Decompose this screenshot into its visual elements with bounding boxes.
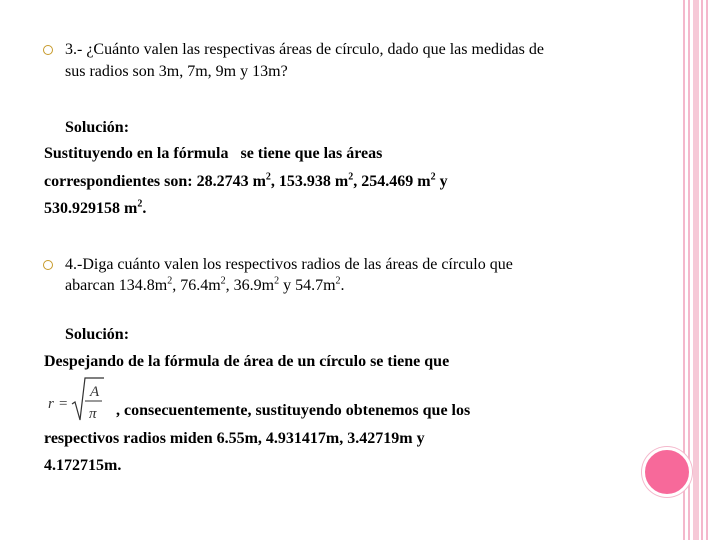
solution-3-heading: Solución: [65, 119, 130, 136]
solution-4-line-4: 4.172715m. [44, 457, 122, 474]
radius-formula [44, 376, 106, 424]
solution-4-line-2: , consecuentemente, sustituyendo obtenemos que los [116, 402, 471, 419]
bullet-icon [43, 45, 53, 55]
solution-3-line-1: Sustituyendo en la fórmula se tiene que las áreas [44, 145, 383, 162]
formula-denominator: π [89, 406, 97, 422]
decorative-stripe [706, 0, 708, 540]
decorative-stripe [693, 0, 699, 540]
solution-3-line-3: 530.929158 $m^2$. [44, 198, 147, 217]
question-4-line-1: 4.-Diga cuánto valen los respectivos radios de las áreas de círculo que [65, 256, 513, 273]
question-3-line-1: 3.- ¿Cuánto valen las respectivas áreas de círculo, dado que las medidas de [65, 41, 544, 58]
solution-4-line-3: respectivos radios miden 6.55m, 4.931417m, 3.42719m y [44, 430, 425, 447]
solution-4-line-1: Despejando de la fórmula de área de un círculo se tiene que [44, 353, 450, 370]
square-root-sign [72, 378, 104, 420]
decorative-circle [642, 447, 692, 497]
formula-numerator: A [90, 384, 100, 400]
decorative-stripe [701, 0, 703, 540]
formula-r: r [48, 396, 54, 412]
bullet-icon [43, 260, 53, 270]
question-3-line-2: sus radios son 3m, 7m, 9m y 13m? [65, 63, 288, 80]
question-4-line-2: abarcan $134.8m^2$, $76.4m^2$, $36.9m^2$ y $54.7m^2$. [65, 275, 345, 294]
solution-3-line-2: correspondientes son: 28.2743 $m^2$, 153.938 $m^2$, 254.469 $m^2$ y [44, 171, 448, 190]
solution-4-heading: Solución: [65, 326, 130, 343]
formula-equals: = [59, 396, 68, 412]
